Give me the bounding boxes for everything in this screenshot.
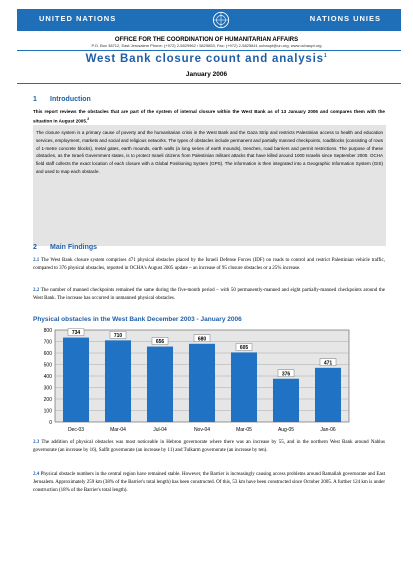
y-tick-label: 700 xyxy=(43,339,52,346)
x-tick-label: Jan-06 xyxy=(320,427,336,433)
y-tick-label: 400 xyxy=(43,373,52,380)
finding-2-2-text: The number of manned checkpoints remained the same during the five-month period – with 50 permanently-manned and eight partially-manned checkpoints around the West Bank. The increase has occurred in unmanned physical obstacles. xyxy=(33,288,385,301)
y-tick-label: 300 xyxy=(43,385,52,392)
section-heading-main-findings: 2 Main Findings xyxy=(33,244,98,251)
y-tick-label: 600 xyxy=(43,350,52,357)
data-label: 471 xyxy=(323,360,333,367)
finding-2-1: 2.1 The West Bank closure system comprises 471 physical obstacles placed by the Israeli Defense Forces (IDF) on roads to control and restrict Palestinian vehicle traffic, compared to 376 physical obstacles, reported in OCHA's August 2005 update – an increase of 95 closure obstacles or a 25% increase. xyxy=(33,258,385,271)
data-label: 656 xyxy=(155,339,165,346)
org-name-english: UNITED NATIONS xyxy=(39,14,117,23)
closure-system-box: The closure system is a primary cause of poverty and the humanitarian crisis in the West Bank and the Gaza Strip and restricts Palestinian access to health and education services, employment, markets and social and religious networks. The types of obstacles include permanent and partially manned checkpoints, roadblocks (consisting of rows of 1-metre concrete blocks), metal gates, earth mounds, earth walls (a long series of earth mounds), trenches, road barriers and permit restrictions. The purpose of these obstacles, as the Israeli Government states, is to protect Israeli citizens from Palestinian militant attacks that have killed around 1000 Israelis since September 2000. OCHA field staff collects the exact location of each closure with a Global Positioning System (GPS). The information is then integrated into a Geographic Information System (GIS) and used to map each obstacle. xyxy=(33,125,386,246)
title-rule xyxy=(17,83,401,84)
introduction-lead: This report reviews the obstacles that are part of the system of internal closure within the West Bank as of 13 January 2006 and compares them with the situation in August 2005.$^2$ xyxy=(33,109,385,124)
un-banner xyxy=(17,9,401,31)
x-tick-label: Mar-05 xyxy=(236,427,252,433)
header-rule xyxy=(17,50,401,51)
bar-mar-05 xyxy=(231,352,257,422)
chart-title: Physical obstacles in the West Bank December 2003 - January 2006 xyxy=(33,316,242,323)
data-label: 376 xyxy=(281,371,291,378)
y-tick-label: 800 xyxy=(43,327,52,334)
data-label: 605 xyxy=(239,344,249,351)
bar-aug-05 xyxy=(273,379,299,422)
un-emblem-icon xyxy=(212,11,230,29)
x-tick-label: Dec-03 xyxy=(67,427,85,433)
section-heading-introduction: 1 Introduction xyxy=(33,96,91,103)
finding-2-2 xyxy=(33,287,385,303)
bar-jul-04 xyxy=(147,347,173,422)
x-tick-label: Nov-04 xyxy=(193,427,211,433)
bar-jan-06 xyxy=(315,368,341,422)
y-tick-label: 500 xyxy=(43,362,52,369)
office-name: OFFICE FOR THE COORDINATION OF HUMANITARIAN AFFAIRS xyxy=(114,37,299,43)
bar-mar-04 xyxy=(105,340,131,422)
x-tick-label: Aug-05 xyxy=(277,427,295,433)
bar-nov-04 xyxy=(189,344,215,422)
y-tick-label: 0 xyxy=(49,419,52,426)
bar-dec-03 xyxy=(63,338,89,422)
y-tick-label: 200 xyxy=(43,396,52,403)
obstacles-chart xyxy=(33,326,355,441)
finding-2-3: 2.3 The addition of physical obstacles was most noticeable in Hebron governorate where there was an increase by 55, and in the northern West Bank around Nablus governorate (an increase by 16), Salfit governorate (an increase by 11) and Tulkarm governorate (an increase by ten). xyxy=(33,440,385,453)
data-label: 680 xyxy=(197,336,207,343)
x-tick-label: Jul-04 xyxy=(153,427,167,433)
data-label: 710 xyxy=(113,332,123,339)
finding-2-4: 2.4 Physical obstacle numbers in the central region have remained stable. However, the Barrier is increasingly causing access problems around Ramallah governorate and East Jerusalem. Approximately 259 km (38% of the Barrier's total length) has been constructed. Of this, 53 km have been constructed since October 2005. A further 124 km is under construction (18% of the Barrier's total length). xyxy=(33,472,386,493)
finding-2-2-number: 2.2 xyxy=(33,288,40,293)
y-tick-label: 100 xyxy=(43,408,52,415)
office-address: P.O. Box 38712, East Jerusalem Phone: (+972) 2-5829962 / 5825853, Fax: (+972) 2-5825841 ochaopt@un.org, www.ochaopt.org xyxy=(91,43,322,48)
document-title: West Bank closure count and analysis$^1$ xyxy=(85,53,328,65)
data-label: 734 xyxy=(71,330,81,337)
obstacles-bar-chart xyxy=(33,326,355,436)
document-date: January 2006 xyxy=(185,71,228,78)
x-tick-label: Mar-04 xyxy=(110,427,126,433)
org-name-french: NATIONS UNIES xyxy=(309,14,381,23)
